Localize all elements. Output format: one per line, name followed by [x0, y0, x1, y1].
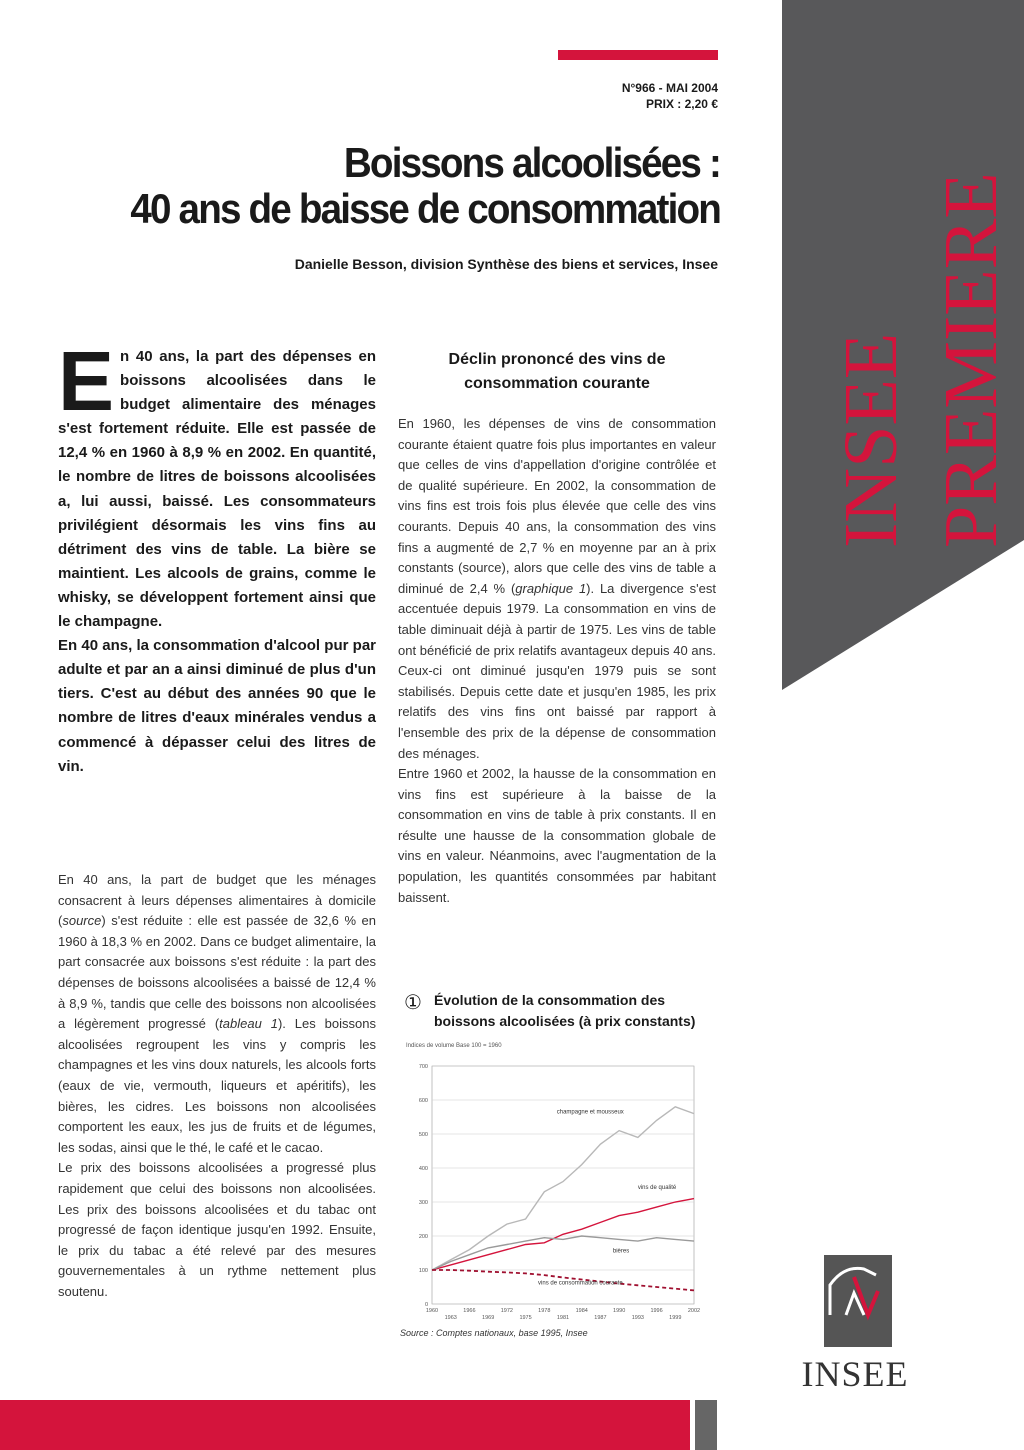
series-label: champagne et mousseux	[556, 1109, 624, 1116]
series-brand-line1: INSEE	[829, 332, 913, 548]
text-run: ) s'est réduite : elle est passée de 32,6 % en 1960 à 18,3 % en 2002. Dans ce budget alimentaire, la part consacrée aux boissons s'est réduite : la part des dépenses de boissons alcoolisées a baissé de 12,4 % à 8,9 %, tandis que celle des boissons non alcoolisées a légèrement progressé (	[58, 913, 376, 1032]
series-label: vins de qualité	[637, 1185, 677, 1192]
intro-summary	[58, 334, 376, 779]
body-right-paragraph-2: Entre 1960 et 2002, la hausse de la consommation en vins fins est supérieure à la baisse de la consommation en vins de table à prix constants. Il en résulte une hausse de la consommation globale de vins en valeur. Néanmoins, avec l'augmentation de la population, les quantités consommées par habitant baissent.	[398, 766, 716, 905]
text-run: ). Les boissons alcoolisées regroupent les vins y compris les champagnes et les vins doux naturels, les alcools forts (eaux de vie, vermouth, liqueurs et apéritifs), les bières, les cidres. Les boissons non alcoolisées comportent les eaux, les jus de fruits et de légumes, les sodas, ainsi que le thé, le café et le cacao.	[58, 1016, 376, 1155]
ref-table: tableau 1	[219, 1016, 278, 1032]
x-tick-label: 1999	[669, 1315, 682, 1321]
title-line-1: Boissons alcoolisées :	[343, 139, 720, 186]
issue-info	[520, 80, 718, 112]
x-tick-label: 1981	[556, 1315, 570, 1321]
footer-marker	[695, 1400, 717, 1450]
y-tick-label: 500	[418, 1132, 428, 1138]
drop-cap: E	[58, 334, 115, 428]
x-tick-label: 1990	[613, 1308, 626, 1314]
x-tick-label: 1978	[538, 1308, 551, 1314]
intro-paragraph-1: n 40 ans, la part des dépenses en boissons alcoolisées dans le budget alimentaire des ménages s'est fortement réduite. Elle est passée de 12,4 % en 1960 à 8,9 % en 2002. En quantité, le nombre de litres de boissons alcoolisées a, lui aussi, baissé. Les consommateurs privilégient désormais les vins fins au détriment des vins de table. La bière se maintient. Les alcools de grains, comme le whisky, se développent fortement ainsi que le champagne.	[58, 348, 376, 631]
ref-source: source	[62, 913, 102, 929]
chart-number: ①	[404, 992, 422, 1014]
body-right-paragraph-1	[398, 414, 716, 764]
page-title	[113, 140, 720, 232]
text-run: En 40 ans, la part de budget que les ménages consacrent à leurs dépenses alimentaires à domicile (	[58, 872, 376, 929]
section-heading: Déclin prononcé des vins de consommation courante	[448, 351, 666, 392]
y-tick-label: 100	[418, 1268, 428, 1274]
x-tick-label: 2002	[687, 1308, 701, 1314]
x-tick-label: 1969	[482, 1315, 495, 1321]
intro-paragraph-2: En 40 ans, la consommation d'alcool pur par adulte et par an a ainsi diminué de plus d'un tiers. C'est au début des années 90 que le nombre de litres d'eaux minérales vendus a commencé à dépasser celui des litres de vin.	[58, 637, 376, 775]
y-tick-label: 200	[418, 1234, 428, 1240]
title-line-2: 40 ans de baisse de consommation	[130, 185, 720, 232]
logo-emblem	[824, 1255, 892, 1347]
series-brand-line2: PREMIERE	[929, 172, 1013, 548]
ref-graph: graphique 1	[515, 580, 587, 596]
series-line-3	[432, 1236, 694, 1270]
text-run: ). La divergence s'est accentuée depuis 1979. La consommation en vins de table diminuait déjà à partir de 1975. Les vins de table ont bénéficié de prix relatifs avantageux depuis 40 ans. Ceux-ci ont diminué jusqu'en 1979 puis se sont stabilisés. Depuis cette date et jusqu'en 1985, les prix relatifs des vins fins ont baissé par rapport à l'ensemble des prix de la dépense de consommation des ménages.	[398, 580, 716, 761]
body-right-column	[398, 414, 716, 908]
y-tick-label: 300	[418, 1200, 428, 1206]
x-tick-label: 1963	[444, 1315, 457, 1321]
chart	[396, 1040, 706, 1325]
text-run: En 1960, les dépenses de vins de consommation courante étaient quatre fois plus importantes en valeur que celles de vins d'appellation d'origine contrôlée et de qualité supérieure. En 2002, la consommation de vins fins est trois fois plus élevée que celle des vins courants. Depuis 40 ans, la consommation des vins fins a augmenté de 2,7 % en moyenne par an à prix constants (source), alors que celle des vins de table a diminué de 2,4 % (	[398, 416, 716, 596]
y-axis-label: Indices de volume Base 100 = 1960	[406, 1043, 502, 1049]
y-tick-label: 700	[418, 1064, 428, 1070]
issue-price: PRIX : 2,20 €	[645, 97, 718, 111]
series-line-2	[432, 1199, 694, 1270]
y-tick-label: 600	[418, 1098, 428, 1104]
series-brand	[800, 30, 1020, 550]
footer-bar	[0, 1400, 690, 1450]
body-left-paragraph-2: Le prix des boissons alcoolisées a progressé plus rapidement que celui des boissons non alcoolisées. Les prix des boissons alcoolisées et du tabac ont progressé de façon identique jusqu'en 1992. Ensuite, le prix du tabac a été relevé par des mesures gouvernementales à un rythme nettement plus soutenu.	[58, 1160, 376, 1299]
series-label: vins de consommation courante	[538, 1280, 623, 1287]
x-tick-label: 1960	[425, 1308, 439, 1314]
x-tick-label: 1966	[463, 1308, 476, 1314]
x-tick-label: 1996	[650, 1308, 663, 1314]
author-line: Danielle Besson, division Synthèse des biens et services, Insee	[294, 256, 718, 272]
header-rule	[558, 50, 718, 60]
body-left-column	[58, 870, 376, 1302]
x-tick-label: 1975	[519, 1315, 532, 1321]
x-tick-label: 1972	[500, 1308, 513, 1314]
x-tick-label: 1987	[594, 1315, 607, 1321]
series-label: bières	[612, 1248, 630, 1255]
issue-number: N°966 - MAI 2004	[621, 81, 718, 95]
y-tick-label: 0	[424, 1302, 428, 1308]
logo-wordmark: INSEE	[801, 1354, 909, 1394]
chart-source: Source : Comptes nationaux, base 1995, Insee	[400, 1328, 588, 1338]
x-tick-label: 1993	[631, 1315, 644, 1321]
y-tick-label: 400	[418, 1166, 428, 1172]
body-left-paragraph-1	[58, 870, 376, 1158]
chart-title: Évolution de la consommation des boissons alcoolisées (à prix constants)	[434, 992, 696, 1029]
x-tick-label: 1984	[575, 1308, 588, 1314]
